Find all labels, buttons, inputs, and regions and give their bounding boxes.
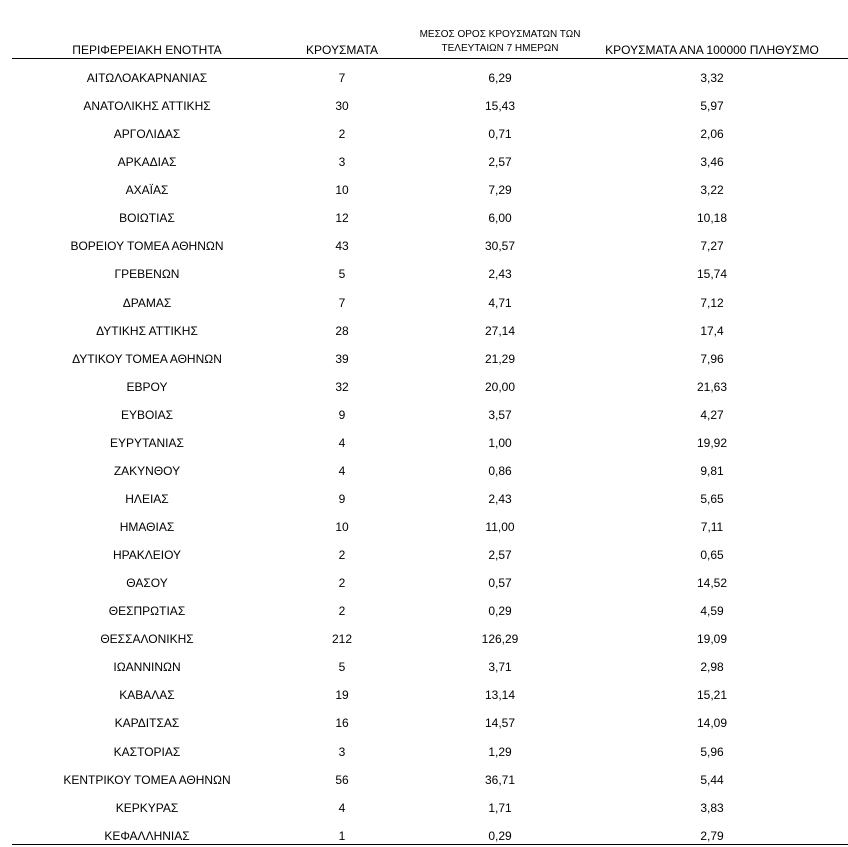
cell-region: ΔΥΤΙΚΗΣ ΑΤΤΙΚΗΣ	[96, 323, 198, 338]
cell-per100k: 10,18	[696, 211, 728, 226]
cell-region: ΗΛΕΙΑΣ	[125, 491, 169, 506]
cell-region: ΒΟΡΕΙΟΥ ΤΟΜΕΑ ΑΘΗΝΩΝ	[70, 239, 224, 254]
cell-avg7: 0,29	[488, 604, 512, 619]
cell-cases: 9	[338, 407, 346, 422]
cell-avg7: 36,71	[484, 772, 516, 787]
cell-cases: 4	[338, 463, 346, 478]
table-row	[0, 766, 848, 794]
cell-avg7: 7,29	[488, 183, 512, 198]
table-row	[0, 260, 848, 288]
cell-cases: 2	[338, 548, 346, 563]
table-row	[0, 794, 848, 822]
cell-cases: 12	[335, 211, 349, 226]
cell-avg7: 1,29	[488, 744, 512, 759]
table-row	[0, 317, 848, 345]
table-row	[0, 204, 848, 232]
cell-avg7: 20,00	[484, 379, 516, 394]
table-row	[0, 597, 848, 625]
cell-cases: 32	[335, 379, 349, 394]
cell-cases: 9	[338, 491, 346, 506]
table-row	[0, 738, 848, 766]
cell-region: ΚΕΦΑΛΛΗΝΙΑΣ	[104, 828, 190, 843]
cell-avg7: 0,57	[488, 576, 512, 591]
cell-cases: 7	[338, 71, 346, 85]
cell-avg7: 1,71	[488, 800, 512, 815]
cell-region: ΕΥΡΥΤΑΝΙΑΣ	[110, 435, 184, 450]
cell-avg7: 3,57	[488, 407, 512, 422]
cell-avg7: 21,29	[484, 351, 516, 366]
cell-region: ΚΑΣΤΟΡΙΑΣ	[113, 744, 181, 759]
cell-region: ΒΟΙΩΤΙΑΣ	[119, 211, 175, 226]
cell-region: ΗΡΑΚΛΕΙΟΥ	[112, 548, 182, 563]
column-header-per100k: ΚΡΟΥΣΜΑΤΑ ΑΝΑ 100000 ΠΛΗΘΥΣΜΟ	[605, 43, 819, 57]
cell-per100k: 4,59	[700, 604, 724, 619]
table-row	[0, 232, 848, 260]
cell-avg7: 4,71	[488, 295, 512, 310]
cell-per100k: 7,27	[700, 239, 724, 254]
column-header-avg7-line1: ΜΕΣΟΣ ΟΡΟΣ ΚΡΟΥΣΜΑΤΩΝ ΤΩΝ	[419, 29, 581, 40]
cell-avg7: 6,29	[488, 71, 512, 85]
bottom-divider	[12, 844, 848, 845]
cell-per100k: 7,12	[700, 295, 724, 310]
cell-per100k: 7,96	[700, 351, 724, 366]
cell-per100k: 17,4	[700, 323, 724, 338]
table-row	[0, 401, 848, 429]
cell-per100k: 5,65	[700, 491, 724, 506]
cell-avg7: 13,14	[484, 688, 516, 703]
table-row	[0, 289, 848, 317]
cell-region: ΘΕΣΠΡΩΤΙΑΣ	[108, 604, 186, 619]
table-row	[0, 513, 848, 541]
cell-region: ΙΩΑΝΝΙΝΩΝ	[113, 660, 181, 675]
cell-per100k: 14,09	[696, 716, 728, 731]
cell-region: ΑΡΓΟΛΙΔΑΣ	[113, 127, 181, 142]
cell-avg7: 27,14	[484, 323, 516, 338]
table-row	[0, 625, 848, 653]
cell-avg7: 126,29	[481, 632, 519, 647]
cell-cases: 2	[338, 604, 346, 619]
cell-region: ΕΒΡΟΥ	[126, 379, 168, 394]
table-row	[0, 822, 848, 844]
table-row	[0, 148, 848, 176]
cell-region: ΕΥΒΟΙΑΣ	[120, 407, 174, 422]
cell-per100k: 21,63	[696, 379, 728, 394]
cell-per100k: 5,96	[700, 744, 724, 759]
cell-cases: 5	[338, 267, 346, 282]
cell-cases: 1	[338, 828, 346, 843]
cell-per100k: 15,21	[696, 688, 728, 703]
table-row	[0, 345, 848, 373]
cell-avg7: 11,00	[485, 520, 515, 534]
cell-per100k: 4,27	[700, 407, 724, 422]
cell-cases: 3	[338, 744, 346, 759]
cell-per100k: 15,74	[696, 267, 728, 282]
table-row	[0, 176, 848, 204]
cell-region: ΚΑΒΑΛΑΣ	[119, 688, 175, 703]
cell-avg7: 0,29	[488, 828, 512, 843]
cell-avg7: 15,43	[484, 99, 516, 114]
cell-region: ΚΕΝΤΡΙΚΟΥ ΤΟΜΕΑ ΑΘΗΝΩΝ	[63, 772, 231, 787]
cell-cases: 212	[331, 632, 353, 647]
cell-cases: 4	[338, 800, 346, 815]
table-body	[0, 64, 848, 844]
cell-avg7: 1,00	[488, 435, 512, 450]
cell-region: ΖΑΚΥΝΘΟΥ	[113, 463, 181, 478]
header-divider	[12, 58, 848, 59]
cell-avg7: 2,57	[488, 155, 512, 170]
table-header	[0, 0, 848, 58]
cell-avg7: 2,43	[488, 491, 512, 506]
table-row	[0, 485, 848, 513]
cell-cases: 4	[338, 435, 346, 450]
cell-cases: 2	[338, 127, 346, 142]
table-row	[0, 92, 848, 120]
cell-region: ΑΡΚΑΔΙΑΣ	[117, 155, 177, 170]
cell-per100k: 3,83	[700, 800, 724, 815]
table-row	[0, 64, 848, 92]
cell-per100k: 5,44	[700, 772, 724, 787]
cell-per100k: 3,32	[700, 71, 724, 85]
table-row	[0, 373, 848, 401]
cell-cases: 28	[335, 323, 349, 338]
cell-per100k: 19,92	[696, 435, 728, 450]
cell-per100k: 3,22	[700, 183, 724, 198]
cell-cases: 30	[335, 99, 349, 114]
column-header-cases: ΚΡΟΥΣΜΑΤΑ	[306, 43, 378, 57]
cell-cases: 3	[338, 155, 346, 170]
table-row	[0, 429, 848, 457]
cell-region: ΚΕΡΚΥΡΑΣ	[115, 800, 179, 815]
cell-region: ΑΙΤΩΛΟΑΚΑΡΝΑΝΙΑΣ	[86, 71, 208, 85]
cell-cases: 56	[335, 772, 349, 787]
cell-region: ΔΥΤΙΚΟΥ ΤΟΜΕΑ ΑΘΗΝΩΝ	[72, 351, 222, 366]
cell-avg7: 3,71	[488, 660, 512, 675]
cell-avg7: 0,71	[488, 127, 512, 142]
cell-avg7: 0,86	[488, 463, 512, 478]
cell-region: ΓΡΕΒΕΝΩΝ	[114, 267, 180, 282]
column-header-avg7-line2: ΤΕΛΕΥΤΑΙΩΝ 7 ΗΜΕΡΩΝ	[441, 43, 559, 54]
cell-per100k: 0,65	[700, 548, 724, 563]
table-row	[0, 653, 848, 681]
cell-region: ΘΑΣΟΥ	[126, 576, 168, 591]
cell-cases: 19	[335, 688, 349, 703]
cell-region: ΚΑΡΔΙΤΣΑΣ	[114, 716, 180, 731]
cell-avg7: 6,00	[488, 211, 512, 226]
cell-per100k: 2,79	[700, 828, 724, 843]
cell-region: ΘΕΣΣΑΛΟΝΙΚΗΣ	[100, 632, 194, 647]
table-row	[0, 541, 848, 569]
table-row	[0, 681, 848, 709]
cell-avg7: 2,57	[488, 548, 512, 563]
cell-per100k: 2,98	[700, 660, 724, 675]
cell-per100k: 2,06	[700, 127, 724, 142]
cell-cases: 10	[335, 520, 349, 534]
table-row	[0, 120, 848, 148]
cell-cases: 10	[335, 183, 349, 198]
column-header-avg7	[398, 28, 602, 56]
cell-cases: 7	[338, 295, 346, 310]
cell-cases: 5	[338, 660, 346, 675]
cell-per100k: 7,11	[700, 520, 724, 534]
cell-cases: 43	[335, 239, 349, 254]
cell-per100k: 5,97	[700, 99, 724, 114]
cell-cases: 16	[335, 716, 349, 731]
cell-cases: 2	[338, 576, 346, 591]
cell-per100k: 9,81	[700, 463, 724, 478]
table-row	[0, 457, 848, 485]
cell-cases: 39	[335, 351, 349, 366]
cell-region: ΗΜΑΘΙΑΣ	[119, 520, 175, 534]
cell-avg7: 2,43	[488, 267, 512, 282]
cell-avg7: 30,57	[484, 239, 516, 254]
cell-region: ΑΝΑΤΟΛΙΚΗΣ ΑΤΤΙΚΗΣ	[83, 99, 211, 114]
table-row	[0, 709, 848, 737]
cell-per100k: 19,09	[696, 632, 728, 647]
cell-per100k: 14,52	[696, 576, 728, 591]
cell-region: ΔΡΑΜΑΣ	[122, 295, 172, 310]
cell-region: ΑΧΑΪΑΣ	[125, 183, 169, 198]
cell-per100k: 3,46	[700, 155, 724, 170]
table-row	[0, 569, 848, 597]
cell-avg7: 14,57	[484, 716, 516, 731]
column-header-region: ΠΕΡΙΦΕΡΕΙΑΚΗ ΕΝΟΤΗΤΑ	[72, 43, 222, 57]
